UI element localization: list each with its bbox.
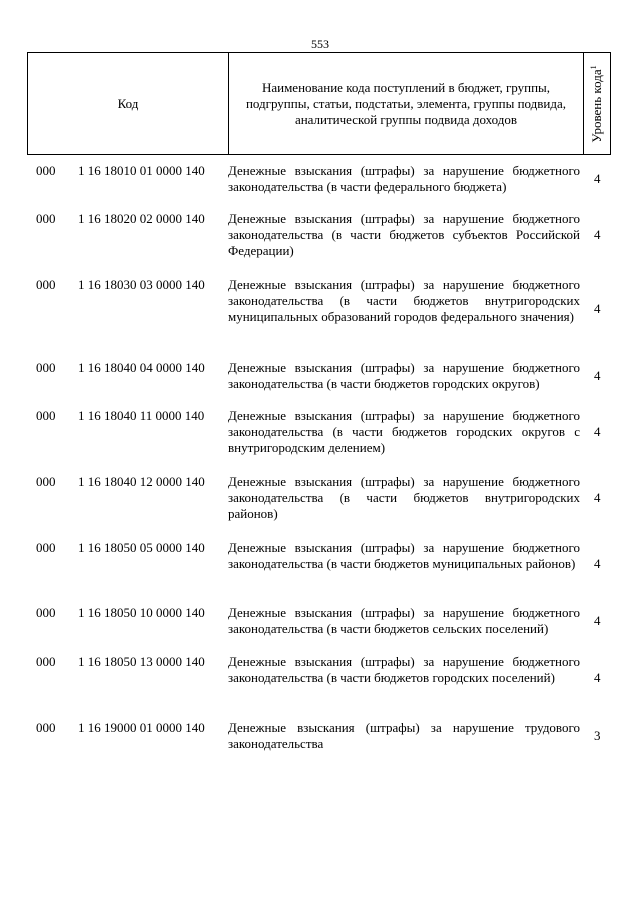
header-level-footnote: 1 <box>588 64 598 69</box>
row-name: Денежные взыскания (штрафы) за нарушение бюджетного законодательства (в части бюджетов муниципальных районов) <box>228 540 580 571</box>
row-level: 3 <box>594 728 601 743</box>
row-code: 1 16 18050 10 0000 140 <box>78 605 205 620</box>
row-code: 1 16 19000 01 0000 140 <box>78 720 205 735</box>
row-code: 1 16 18020 02 0000 140 <box>78 211 205 226</box>
header-level-label: Уровень кода <box>589 68 605 143</box>
row-name: Денежные взыскания (штрафы) за нарушение бюджетного законодательства (в части бюджетов внутригородских районов) <box>228 474 580 521</box>
row-code: 1 16 18010 01 0000 140 <box>78 163 205 178</box>
row-level: 4 <box>594 556 601 571</box>
row-level: 4 <box>594 613 601 628</box>
row-prefix: 000 <box>36 211 56 226</box>
header-level <box>584 53 610 154</box>
row-code: 1 16 18040 04 0000 140 <box>78 360 205 375</box>
row-code: 1 16 18040 11 0000 140 <box>78 408 205 423</box>
row-prefix: 000 <box>36 605 56 620</box>
row-code: 1 16 18030 03 0000 140 <box>78 277 205 292</box>
header-name: Наименование кода поступлений в бюджет, группы, подгруппы, статьи, подстатьи, элемента, группы подвида, аналитической группы подвида доходов <box>229 53 584 154</box>
row-prefix: 000 <box>36 277 56 292</box>
row-code: 1 16 18050 05 0000 140 <box>78 540 205 555</box>
row-prefix: 000 <box>36 408 56 423</box>
row-name: Денежные взыскания (штрафы) за нарушение бюджетного законодательства (в части федерального бюджета) <box>228 163 580 194</box>
row-level: 4 <box>594 670 601 685</box>
row-level: 4 <box>594 171 601 186</box>
row-prefix: 000 <box>36 654 56 669</box>
row-prefix: 000 <box>36 360 56 375</box>
row-name: Денежные взыскания (штрафы) за нарушение бюджетного законодательства (в части бюджетов субъектов Российской Федерации) <box>228 211 580 258</box>
row-level: 4 <box>594 301 601 316</box>
row-prefix: 000 <box>36 163 56 178</box>
row-prefix: 000 <box>36 720 56 735</box>
row-level: 4 <box>594 424 601 439</box>
page-number: 553 <box>311 37 329 51</box>
row-name: Денежные взыскания (штрафы) за нарушение бюджетного законодательства (в части бюджетов городских округов с внутригородским делением) <box>228 408 580 455</box>
row-name: Денежные взыскания (штрафы) за нарушение трудового законодательства <box>228 720 580 751</box>
row-level: 4 <box>594 368 601 383</box>
row-name: Денежные взыскания (штрафы) за нарушение бюджетного законодательства (в части бюджетов внутригородских муниципальных образований городов федерального значения) <box>228 277 580 324</box>
row-name: Денежные взыскания (штрафы) за нарушение бюджетного законодательства (в части бюджетов сельских поселений) <box>228 605 580 636</box>
table-header <box>27 52 611 155</box>
row-name: Денежные взыскания (штрафы) за нарушение бюджетного законодательства (в части бюджетов городских поселений) <box>228 654 580 685</box>
header-level-text <box>589 65 605 142</box>
header-code: Код <box>28 53 229 154</box>
row-level: 4 <box>594 227 601 242</box>
row-name: Денежные взыскания (штрафы) за нарушение бюджетного законодательства (в части бюджетов городских округов) <box>228 360 580 391</box>
row-code: 1 16 18040 12 0000 140 <box>78 474 205 489</box>
row-prefix: 000 <box>36 474 56 489</box>
row-level: 4 <box>594 490 601 505</box>
row-prefix: 000 <box>36 540 56 555</box>
row-code: 1 16 18050 13 0000 140 <box>78 654 205 669</box>
